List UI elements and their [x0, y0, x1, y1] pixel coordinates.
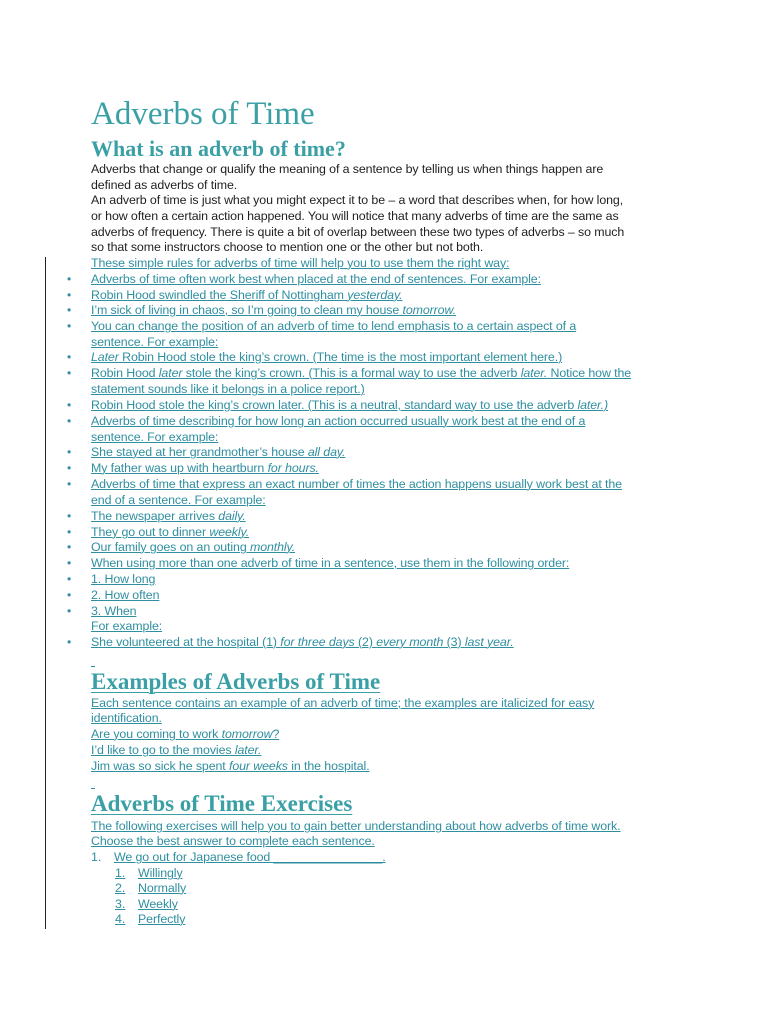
rule-item[interactable]: Adverbs of time often work best when placed at the end of sentences. For example:: [91, 272, 541, 286]
question-text[interactable]: We go out for Japanese food ________________.: [114, 850, 386, 864]
bullet-icon: •: [67, 303, 72, 317]
intro-line: defined as adverbs of time.: [91, 178, 238, 192]
option-number: 3.: [115, 897, 126, 911]
rule-item[interactable]: Adverbs of time that express an exact number of times the action happens usually work best at the: [91, 477, 622, 491]
bullet-icon: •: [67, 445, 72, 459]
bullet-icon: •: [67, 635, 72, 649]
bullet-icon: •: [67, 461, 72, 475]
rule-item-continuation[interactable]: end of a sentence. For example:: [91, 493, 266, 507]
rule-item[interactable]: She stayed at her grandmother’s house all day.: [91, 445, 346, 459]
rule-item[interactable]: You can change the position of an adverb of time to lend emphasis to a certain aspect of a: [91, 319, 577, 333]
answer-option-normally[interactable]: Normally: [138, 881, 187, 895]
answer-option-willingly[interactable]: Willingly: [138, 866, 183, 880]
bullet-icon: •: [67, 477, 72, 491]
margin-revision-bar: [45, 257, 46, 929]
rule-item[interactable]: The newspaper arrives daily.: [91, 509, 246, 523]
rule-item[interactable]: She volunteered at the hospital (1) for three days (2) every month (3) last year.: [91, 635, 514, 649]
rule-item-continuation[interactable]: sentence. For example:: [91, 335, 219, 349]
empty-link-mark: [91, 788, 95, 789]
question-number: 1.: [91, 850, 102, 864]
empty-link-mark: [91, 666, 95, 667]
intro-line: or how often a certain action happened. You will notice that many adverbs of time are the same as: [91, 209, 619, 223]
bullet-icon: •: [67, 272, 72, 286]
answer-option-perfectly[interactable]: Perfectly: [138, 912, 186, 926]
bullet-icon: •: [67, 414, 72, 428]
rule-item[interactable]: I’m sick of living in chaos, so I’m going to clean my house tomorrow.: [91, 303, 456, 317]
exercises-heading[interactable]: Adverbs of Time Exercises: [91, 791, 353, 816]
examples-intro-line[interactable]: Each sentence contains an example of an adverb of time; the examples are italicized for easy: [91, 696, 595, 710]
bullet-icon: •: [67, 350, 72, 364]
bullet-icon: •: [67, 604, 72, 618]
rule-item-continuation[interactable]: sentence. For example:: [91, 430, 219, 444]
rule-item[interactable]: 2. How often: [91, 588, 160, 602]
rule-item[interactable]: Our family goes on an outing monthly.: [91, 540, 296, 554]
examples-heading[interactable]: Examples of Adverbs of Time: [91, 669, 381, 694]
intro-line: adverbs of frequency. There is quite a bit of overlap between these two types of adverbs – so much: [91, 225, 625, 239]
bullet-icon: •: [67, 509, 72, 523]
intro-line: so that some instructors choose to mention one or the other but not both.: [91, 240, 484, 254]
page-title: Adverbs of Time: [91, 96, 315, 132]
exercises-intro-line[interactable]: The following exercises will help you to gain better understanding about how adverbs of time work.: [91, 819, 621, 833]
bullet-icon: •: [67, 556, 72, 570]
bullet-icon: •: [67, 288, 72, 302]
option-number: 4.: [115, 912, 126, 926]
rule-item[interactable]: 3. When: [91, 604, 137, 618]
bullet-icon: •: [67, 366, 72, 380]
rule-item[interactable]: Robin Hood stole the king’s crown later. (This is a neutral, standard way to use the adverb later.): [91, 398, 608, 412]
exercises-intro-line[interactable]: Choose the best answer to complete each sentence.: [91, 834, 375, 848]
bullet-icon: •: [67, 398, 72, 412]
rules-intro-link[interactable]: These simple rules for adverbs of time will help you to use them the right way:: [91, 256, 510, 270]
rule-item-continuation[interactable]: For example:: [91, 619, 163, 633]
bullet-icon: •: [67, 319, 72, 333]
rule-item[interactable]: Later Robin Hood stole the king’s crown. (The time is the most important element here.): [91, 350, 563, 364]
intro-line: Adverbs that change or qualify the meaning of a sentence by telling us when things happen are: [91, 162, 604, 176]
rule-item-continuation[interactable]: statement sounds like it belongs in a police report.): [91, 382, 365, 396]
answer-option-weekly[interactable]: Weekly: [138, 897, 178, 911]
rule-item[interactable]: 1. How long: [91, 572, 156, 586]
option-number: 2.: [115, 881, 126, 895]
example-sentence[interactable]: I’d like to go to the movies later.: [91, 743, 262, 757]
section-subtitle: What is an adverb of time?: [91, 136, 346, 161]
bullet-icon: •: [67, 588, 72, 602]
rule-item[interactable]: My father was up with heartburn for hours.: [91, 461, 319, 475]
rule-item[interactable]: Robin Hood swindled the Sheriff of Nottingham yesterday.: [91, 288, 403, 302]
option-number: 1.: [115, 866, 126, 880]
bullet-icon: •: [67, 572, 72, 586]
rule-item[interactable]: Adverbs of time describing for how long an action occurred usually work best at the end of a: [91, 414, 586, 428]
rule-item[interactable]: Robin Hood later stole the king’s crown. (This is a formal way to use the adverb later. Notice how the: [91, 366, 632, 380]
intro-line: An adverb of time is just what you might expect it to be – a word that describes when, for how long,: [91, 193, 624, 207]
example-sentence[interactable]: Are you coming to work tomorrow?: [91, 727, 280, 741]
example-sentence[interactable]: Jim was so sick he spent four weeks in the hospital.: [91, 759, 370, 773]
rule-item[interactable]: They go out to dinner weekly.: [91, 525, 250, 539]
bullet-icon: •: [67, 525, 72, 539]
examples-intro-line[interactable]: identification.: [91, 711, 162, 725]
rule-item[interactable]: When using more than one adverb of time in a sentence, use them in the following order:: [91, 556, 570, 570]
bullet-icon: •: [67, 540, 72, 554]
